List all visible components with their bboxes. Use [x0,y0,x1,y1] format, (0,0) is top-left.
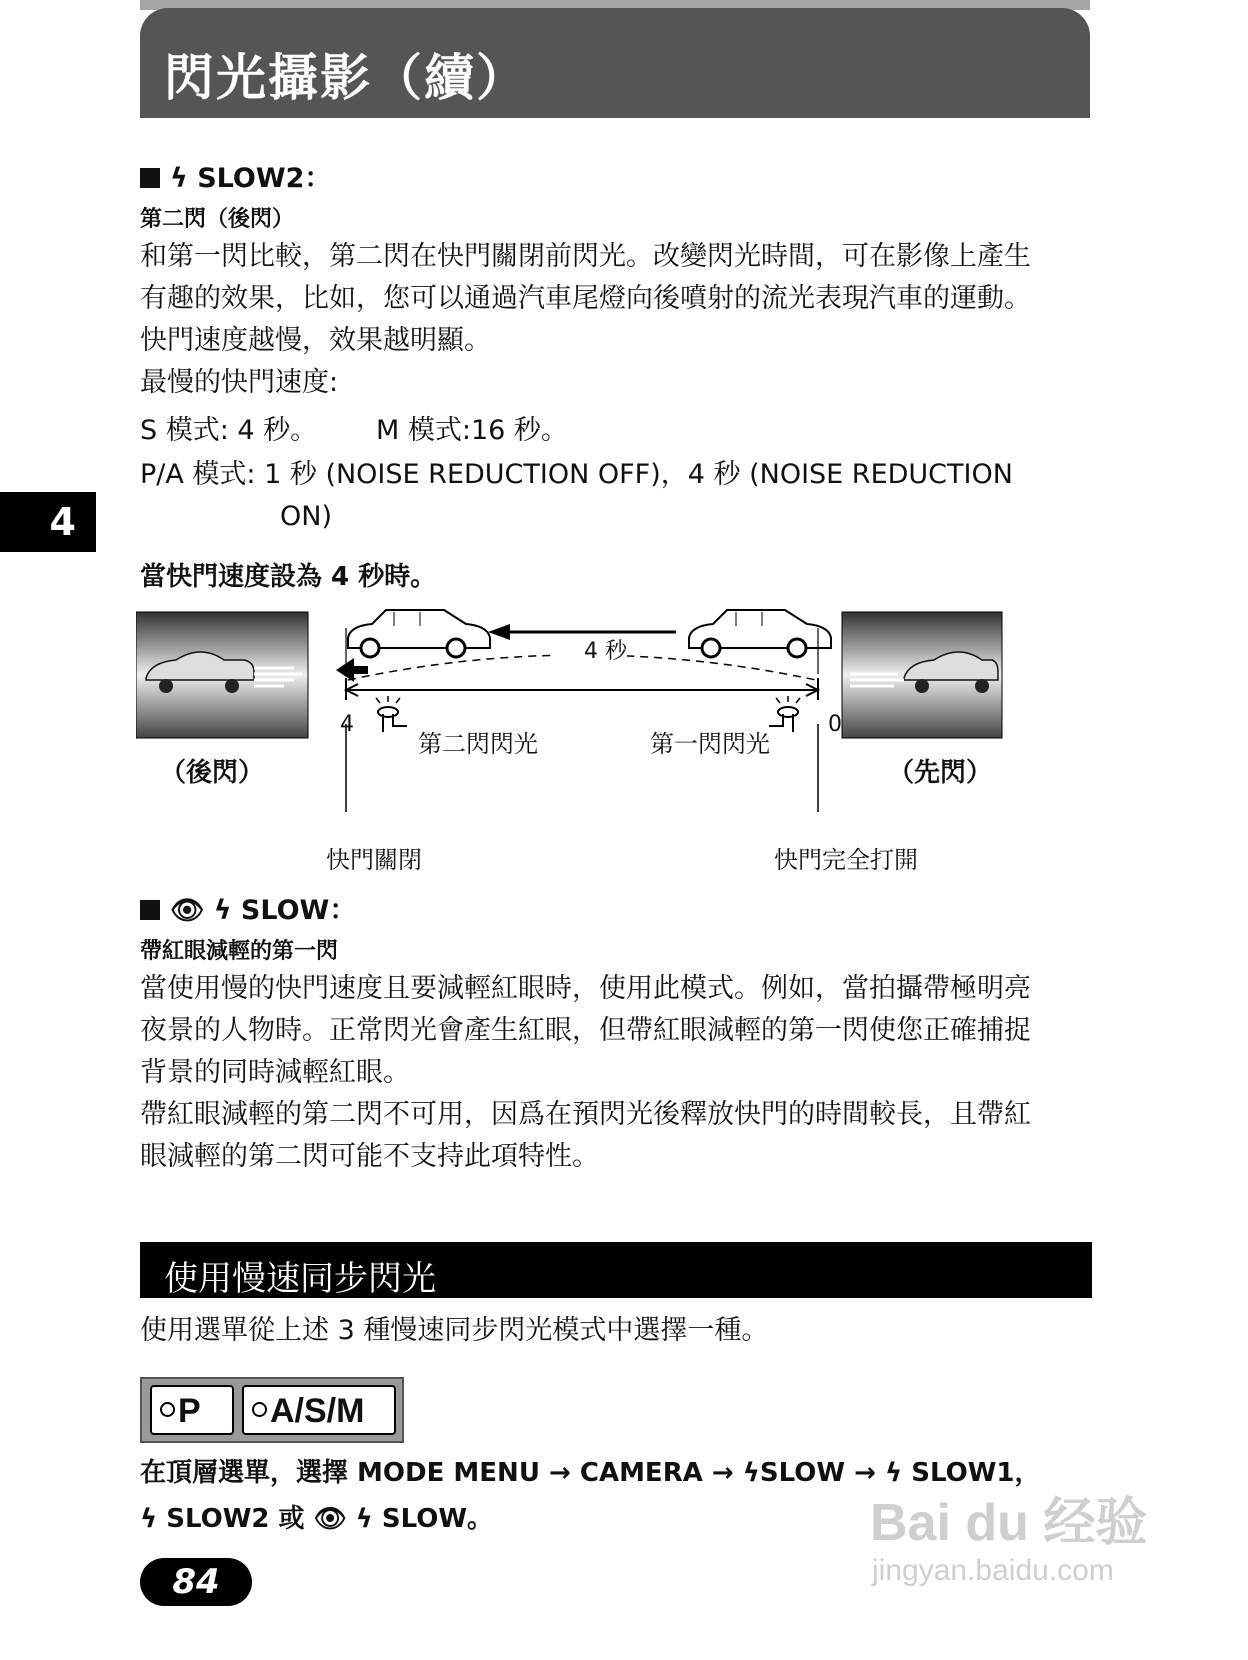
instruction-slow1: SLOW1， [911,1458,1041,1488]
slow2-subheading: 第二閃（後閃） [140,207,295,232]
slow2-heading [140,156,331,195]
flash-bolt-icon: ϟ [885,1458,903,1488]
slow2-paragraph [140,236,1100,404]
flash-bolt-icon: ϟ [742,1458,760,1488]
instruction-slow2: SLOW2 或 [166,1504,305,1534]
flash-bolt-icon: ϟ [213,895,232,926]
redeye-heading [140,888,356,927]
eye-icon: 👁 [170,895,205,926]
paragraph-line: 有趣的效果，比如，您可以通過汽車尾燈向後噴射的流光表現汽車的運動。 [140,283,1031,314]
rear-flash-label: （後閃） [160,758,265,788]
square-bullet-icon [140,900,160,920]
front-flash-label: （先閃） [888,758,993,788]
tick-end-label: 0 [828,712,842,737]
paragraph-line: 快門速度越慢，效果越明顯。 [140,325,491,356]
circle-icon [252,1402,267,1417]
pa-mode-text-cont: ON) [280,501,332,532]
mode-indicator [140,1377,404,1443]
slow2-heading-text: SLOW2： [197,163,332,194]
using-intro: 使用選單從上述 3 種慢速同步閃光模式中選擇一種。 [140,1315,769,1346]
page-number: 84 [140,1558,252,1606]
mode-asm-label: A/S/M [270,1392,365,1430]
arrow-right-icon: → [854,1458,876,1488]
paragraph-line: 夜景的人物時。正常閃光會產生紅眼，但帶紅眼減輕的第一閃使您正確捕捉 [140,1015,1031,1046]
paragraph-line: 和第一閃比較，第二閃在快門關閉前閃光。改變閃光時間，可在影像上產生 [140,241,1031,272]
watermark-logo: Bai du 经验 [870,1494,1148,1552]
rear-flash-photo [136,612,308,738]
paragraph-line: 背景的同時減輕紅眼。 [140,1057,410,1088]
mode-p-label: P [178,1392,201,1430]
flash-bulb-icon [376,696,407,732]
watermark-url: jingyan.baidu.com [872,1554,1114,1587]
mode-asm-tag [242,1385,396,1435]
car-shutter-open-icon [689,610,831,657]
instruction-slow: SLOW [759,1458,846,1488]
arrow-right-icon: → [549,1458,571,1488]
shutter-close-label: 快門關閉 [326,846,422,874]
flash-bolt-icon: ϟ [140,1504,158,1534]
square-bullet-icon [140,168,160,188]
flash-bulb-icon [769,696,800,732]
paragraph-line: 當使用慢的快門速度且要減輕紅眼時，使用此模式。例如，當拍攝帶極明亮 [140,973,1031,1004]
mode-p-tag [150,1385,234,1435]
chapter-tab: 4 [0,492,96,552]
paragraph-line: 眼減輕的第二閃可能不支持此項特性。 [140,1141,599,1172]
paragraph-line: 帶紅眼減輕的第二閃不可用，因爲在預閃光後釋放快門的時間較長，且帶紅 [140,1099,1031,1130]
redeye-heading-text: SLOW： [240,895,357,926]
car-shutter-close-icon [348,610,490,657]
instruction-camera: CAMERA [579,1458,703,1488]
section-title: 使用慢速同步閃光 [164,1259,436,1299]
paragraph-line: 最慢的快門速度: [140,367,339,398]
pa-mode-text: P/A 模式: 1 秒 (NOISE REDUCTION OFF)，4 秒 (NOISE REDUCTION [140,459,1013,490]
instruction-prefix: 在頂層選單，選擇 MODE MENU [140,1458,540,1488]
page-title: 閃光攝影（續） [164,49,528,107]
redeye-paragraph-1 [140,968,1100,1178]
flash-bolt-icon: ϟ [355,1504,373,1534]
flash-bolt-icon: ϟ [170,163,188,194]
instruction-line-2 [140,1498,493,1535]
first-flash-label: 第一閃閃光 [650,730,770,758]
instruction-slow-end: SLOW。 [381,1504,494,1534]
s-mode-text: S 模式: 4 秒。 [140,415,318,446]
shutter-open-label: 快門完全打開 [774,846,918,874]
diagram-title: 當快門速度設為 4 秒時。 [140,562,437,592]
eye-icon: 👁 [313,1504,347,1534]
duration-label: 4 秒 [584,634,627,665]
tick-start-label: 4 [340,712,354,737]
redeye-subheading: 帶紅眼減輕的第一閃 [140,939,339,964]
front-flash-photo [842,612,1002,738]
circle-icon [160,1402,175,1417]
arrow-right-icon: → [711,1458,734,1488]
second-flash-label: 第二閃閃光 [418,730,538,758]
m-mode-text: M 模式:16 秒。 [376,415,568,446]
